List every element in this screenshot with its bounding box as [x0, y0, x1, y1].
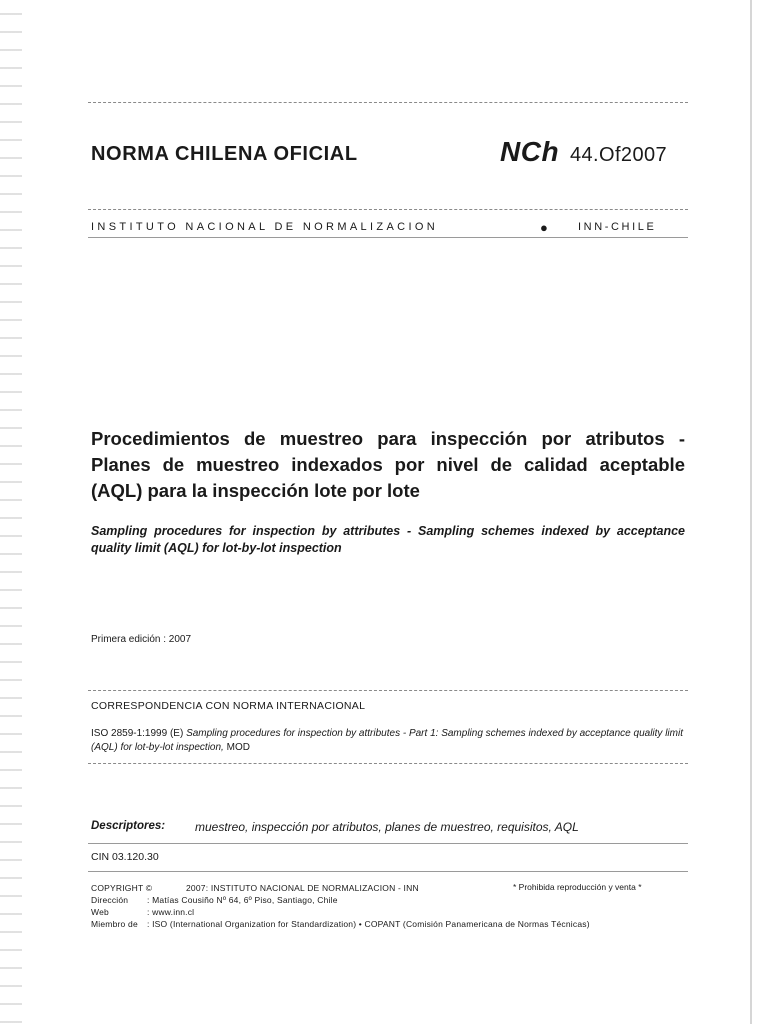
institute-name: INSTITUTO NACIONAL DE NORMALIZACION [91, 221, 439, 233]
member-value: : ISO (International Organization for Standardization) • COPANT (Comisión Panamericana de Normas Técnicas) [147, 919, 590, 929]
correspondence-rule-top [88, 690, 688, 691]
copyright-label: COPYRIGHT © [91, 883, 153, 893]
edition-info: Primera edición : 2007 [91, 634, 192, 645]
norma-title: NORMA CHILENA OFICIAL [91, 143, 358, 165]
web-label: Web [91, 907, 109, 917]
iso-code: ISO 2859-1:1999 (E) [91, 728, 184, 739]
address-value: : Matías Cousiño Nº 64, 6º Piso, Santiago, Chile [147, 895, 338, 905]
descriptors-value: muestreo, inspección por atributos, planes de muestreo, requisitos, AQL [195, 820, 579, 834]
top-rule [88, 102, 688, 103]
correspondence-heading: CORRESPONDENCIA CON NORMA INTERNACIONAL [91, 700, 366, 712]
nch-code-number: 44.Of2007 [570, 144, 668, 166]
header-rule-lower [88, 237, 688, 238]
inn-chile: INN-CHILE [578, 221, 657, 233]
title-spanish: Procedimientos de muestreo para inspección por atributos - Planes de muestreo indexados por nivel de calidad aceptable (AQL) para la inspección lote por lote [91, 428, 685, 501]
nch-code-prefix: NCh [500, 136, 560, 167]
page-right-edge [750, 0, 752, 1024]
correspondence-rule-bottom [88, 763, 688, 764]
title-english: Sampling procedures for inspection by attributes - Sampling schemes indexed by acceptance quality limit (AQL) for lot-by-lot inspection [91, 524, 685, 555]
prohibition-notice: * Prohibida reproducción y venta * [513, 882, 642, 892]
iso-reference [91, 727, 685, 755]
cin-code: CIN 03.120.30 [91, 851, 159, 863]
header-rule-upper [88, 209, 688, 210]
iso-suffix: MOD [226, 742, 250, 753]
web-value: : www.inn.cl [147, 907, 195, 917]
member-label: Miembro de [91, 919, 138, 929]
descriptors-rule [88, 843, 688, 844]
bullet-separator: ● [540, 220, 548, 235]
page-binding-edge [0, 0, 22, 1024]
iso-title: Sampling procedures for inspection by attributes - Part 1: Sampling schemes indexed by acceptance quality limit (AQL) for lot-by-lot inspection, [91, 728, 683, 753]
descriptors-label: Descriptores: [91, 820, 166, 832]
address-label: Dirección [91, 895, 129, 905]
copyright-value: 2007: INSTITUTO NACIONAL DE NORMALIZACION - INN [186, 883, 419, 893]
cin-rule [88, 871, 688, 872]
